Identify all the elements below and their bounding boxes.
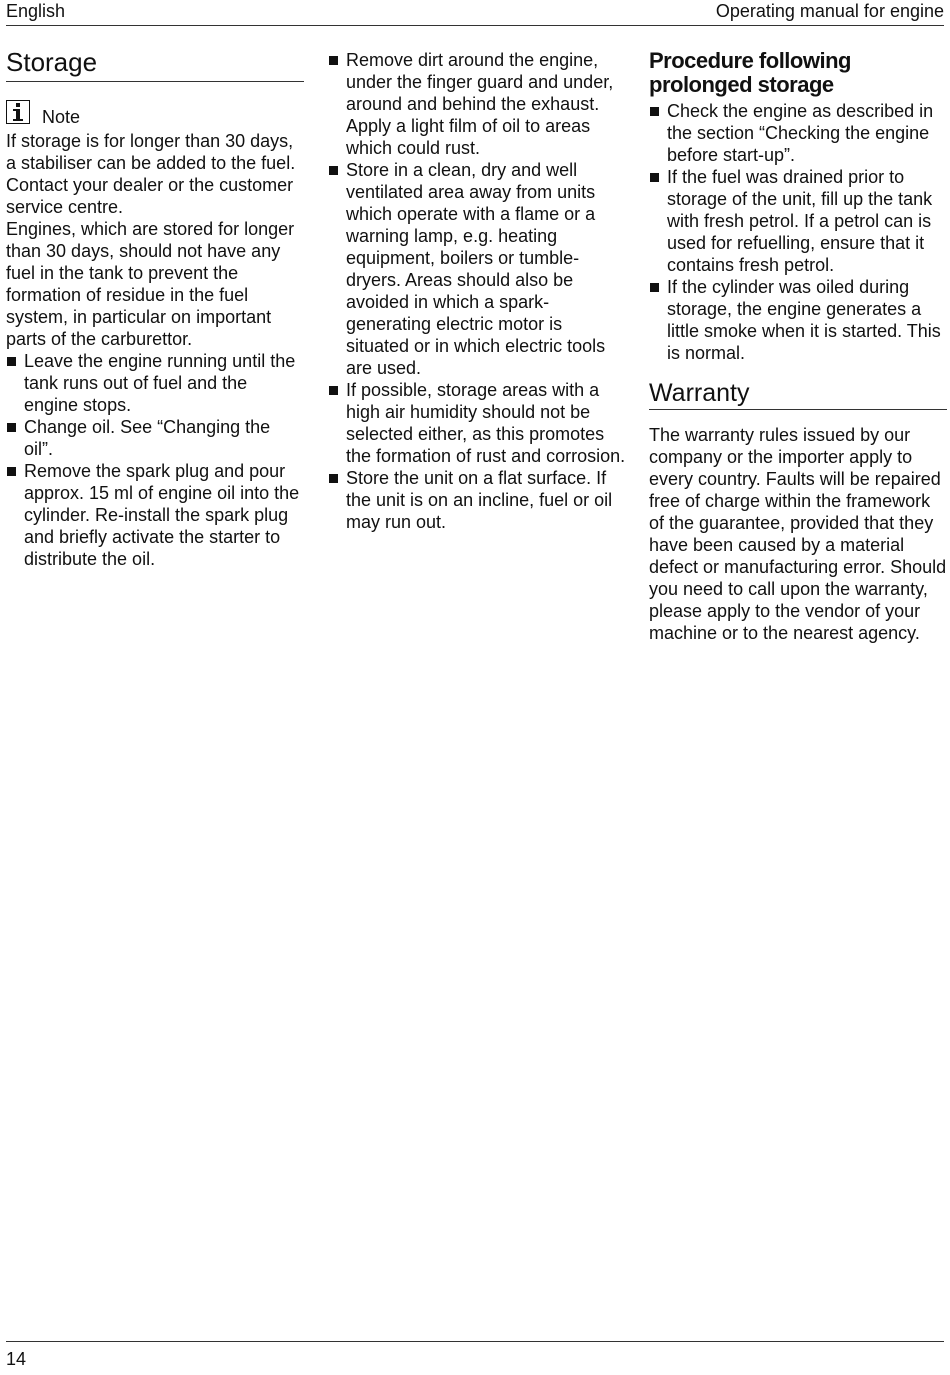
page-footer bbox=[6, 1341, 944, 1369]
list-item-text: Remove the spark plug and pour approx. 15 ml of engine oil into the cylinder. Re-install the spark plug and briefly activate the starter to distribute the oil. bbox=[24, 461, 300, 569]
square-bullet-icon bbox=[650, 107, 659, 116]
procedure-heading: Procedure following prolonged storage bbox=[649, 48, 851, 97]
page-header bbox=[6, 0, 944, 26]
list-item bbox=[6, 416, 304, 460]
header-manual-title: Operating manual for engine bbox=[715, 1, 944, 21]
list-item-text: Remove dirt around the engine, under the finger guard and under, around and behind the exhaust. Apply a light film of oil to areas which could rust. bbox=[346, 50, 614, 158]
list-item bbox=[328, 467, 628, 533]
square-bullet-icon bbox=[7, 467, 16, 476]
list-item bbox=[649, 166, 947, 276]
list-item-text: Leave the engine running until the tank runs out of fuel and the engine stops. bbox=[24, 351, 296, 415]
list-item-text: Check the engine as described in the section “Checking the engine before start-up”. bbox=[667, 101, 934, 165]
page-number: 14 bbox=[6, 1349, 27, 1369]
list-item bbox=[328, 379, 628, 467]
list-item bbox=[328, 49, 628, 159]
warranty-text: The warranty rules issued by our company or the importer apply to every country. Faults will be repaired free of charge within the framework of the guarantee, provided that they have been caused by a material defect or manufacturing error. Should you need to call upon the warranty, please apply to the vendor of your machine or to the nearest agency. bbox=[649, 425, 947, 643]
list-item-text: Store in a clean, dry and well ventilated area away from units which operate with a flame or a warning lamp, e.g. heating equipment, boilers or tumble-dryers. Areas should also be avoided in which a spark-generating electric motor is situated or in which electric tools are used. bbox=[346, 160, 606, 378]
list-item-text: If the cylinder was oiled during storage, the engine generates a little smoke when it is started. This is normal. bbox=[667, 277, 941, 363]
storage-intro: Engines, which are stored for longer than 30 days, should not have any fuel in the tank to prevent the formation of residue in the fuel system, in particular on important parts of the carburettor. bbox=[6, 219, 295, 349]
list-item-text: Change oil. See “Changing the oil”. bbox=[24, 417, 271, 459]
column-1 bbox=[6, 46, 304, 570]
square-bullet-icon bbox=[7, 357, 16, 366]
list-item-text: Store the unit on a flat surface. If the unit is on an incline, fuel or oil may run out. bbox=[346, 468, 613, 532]
storage-bullet-list-continued bbox=[328, 49, 628, 533]
header-language: English bbox=[6, 1, 66, 21]
note-text: If storage is for longer than 30 days, a stabiliser can be added to the fuel. Contact your dealer or the customer service centre. bbox=[6, 131, 296, 217]
list-item bbox=[649, 276, 947, 364]
square-bullet-icon bbox=[650, 173, 659, 182]
list-item-text: If the fuel was drained prior to storage of the unit, fill up the tank with fresh petrol. If a petrol can is used for refuelling, ensure that it contains fresh petrol. bbox=[667, 167, 933, 275]
column-3 bbox=[649, 49, 947, 644]
square-bullet-icon bbox=[329, 386, 338, 395]
storage-heading: Storage bbox=[6, 46, 304, 82]
storage-bullet-list bbox=[6, 350, 304, 570]
list-item bbox=[328, 159, 628, 379]
column-2 bbox=[328, 49, 628, 533]
square-bullet-icon bbox=[650, 283, 659, 292]
info-icon bbox=[6, 100, 30, 124]
list-item bbox=[6, 460, 304, 570]
square-bullet-icon bbox=[7, 423, 16, 432]
list-item bbox=[6, 350, 304, 416]
square-bullet-icon bbox=[329, 166, 338, 175]
procedure-bullet-list bbox=[649, 100, 947, 364]
list-item-text: If possible, storage areas with a high air humidity should not be selected either, as this promotes the formation of rust and corrosion. bbox=[346, 380, 626, 466]
note-header bbox=[6, 100, 304, 127]
square-bullet-icon bbox=[329, 474, 338, 483]
square-bullet-icon bbox=[329, 56, 338, 65]
note-label: Note bbox=[42, 107, 81, 127]
warranty-heading: Warranty bbox=[649, 378, 947, 410]
list-item bbox=[649, 100, 947, 166]
